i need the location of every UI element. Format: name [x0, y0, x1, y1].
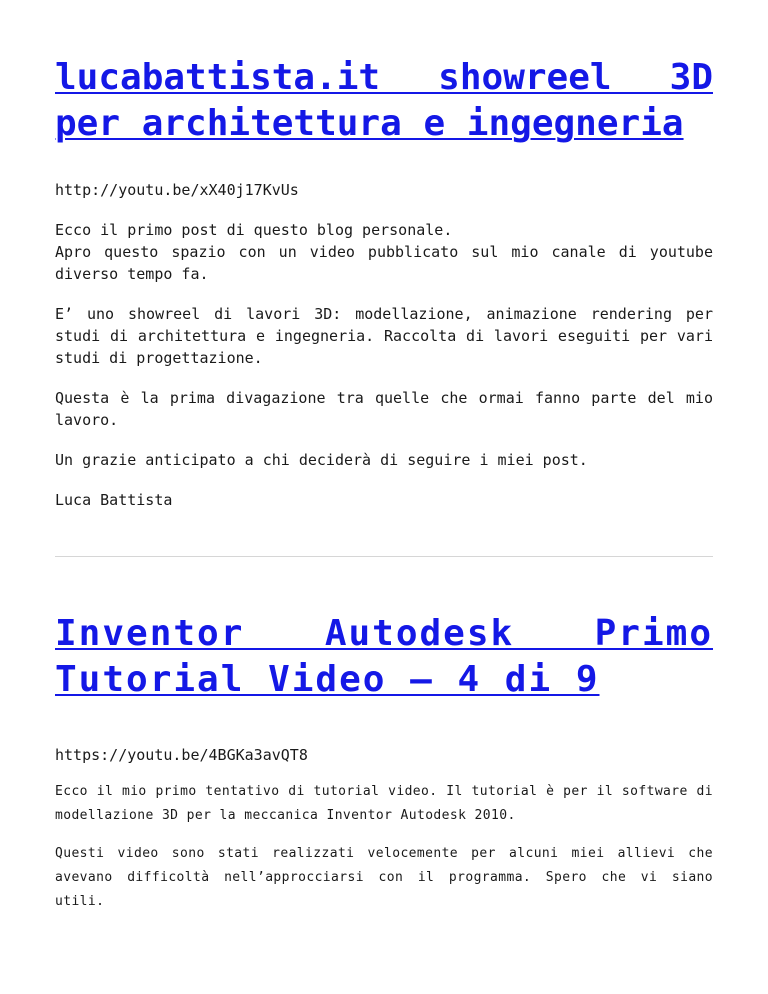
post-paragraph: Questa è la prima divagazione tra quelle che ormai fanno parte del mio lavoro.	[55, 389, 713, 429]
post-paragraph	[55, 219, 713, 285]
post-inventor-tutorial	[55, 611, 713, 914]
post-signature: Luca Battista	[55, 491, 173, 509]
post-paragraph: Ecco il mio primo tentativo di tutorial video. Il tutorial è per il software di modellazione 3D per la meccanica Inventor Autodesk 2010.	[55, 784, 713, 823]
paragraph-line: Ecco il primo post di questo blog personale.	[55, 221, 453, 239]
video-url: http://youtu.be/xX40j17KvUs	[55, 181, 299, 199]
video-url: https://youtu.be/4BGKa3avQT8	[55, 746, 308, 764]
post-title-link[interactable]: lucabattista.it showreel 3D per architettura e ingegneria	[55, 57, 713, 144]
post-separator	[55, 556, 713, 557]
post-paragraph: Un grazie anticipato a chi deciderà di seguire i miei post.	[55, 451, 588, 469]
post-title	[55, 611, 713, 703]
post-title-link[interactable]: Inventor Autodesk Primo Tutorial Video – 4 di 9	[55, 613, 713, 700]
post-showreel	[55, 0, 713, 511]
post-title	[55, 0, 713, 147]
post-paragraph: Questi video sono stati realizzati velocemente per alcuni miei allievi che avevano difficoltà nell’approcciarsi con il programma. Spero che vi siano utili.	[55, 846, 713, 909]
post-paragraph: E’ uno showreel di lavori 3D: modellazione, animazione rendering per studi di architettura e ingegneria. Raccolta di lavori eseguiti per vari studi di progettazione.	[55, 305, 713, 367]
paragraph-line: Apro questo spazio con un video pubblicato sul mio canale di youtube diverso tempo fa.	[55, 243, 713, 283]
